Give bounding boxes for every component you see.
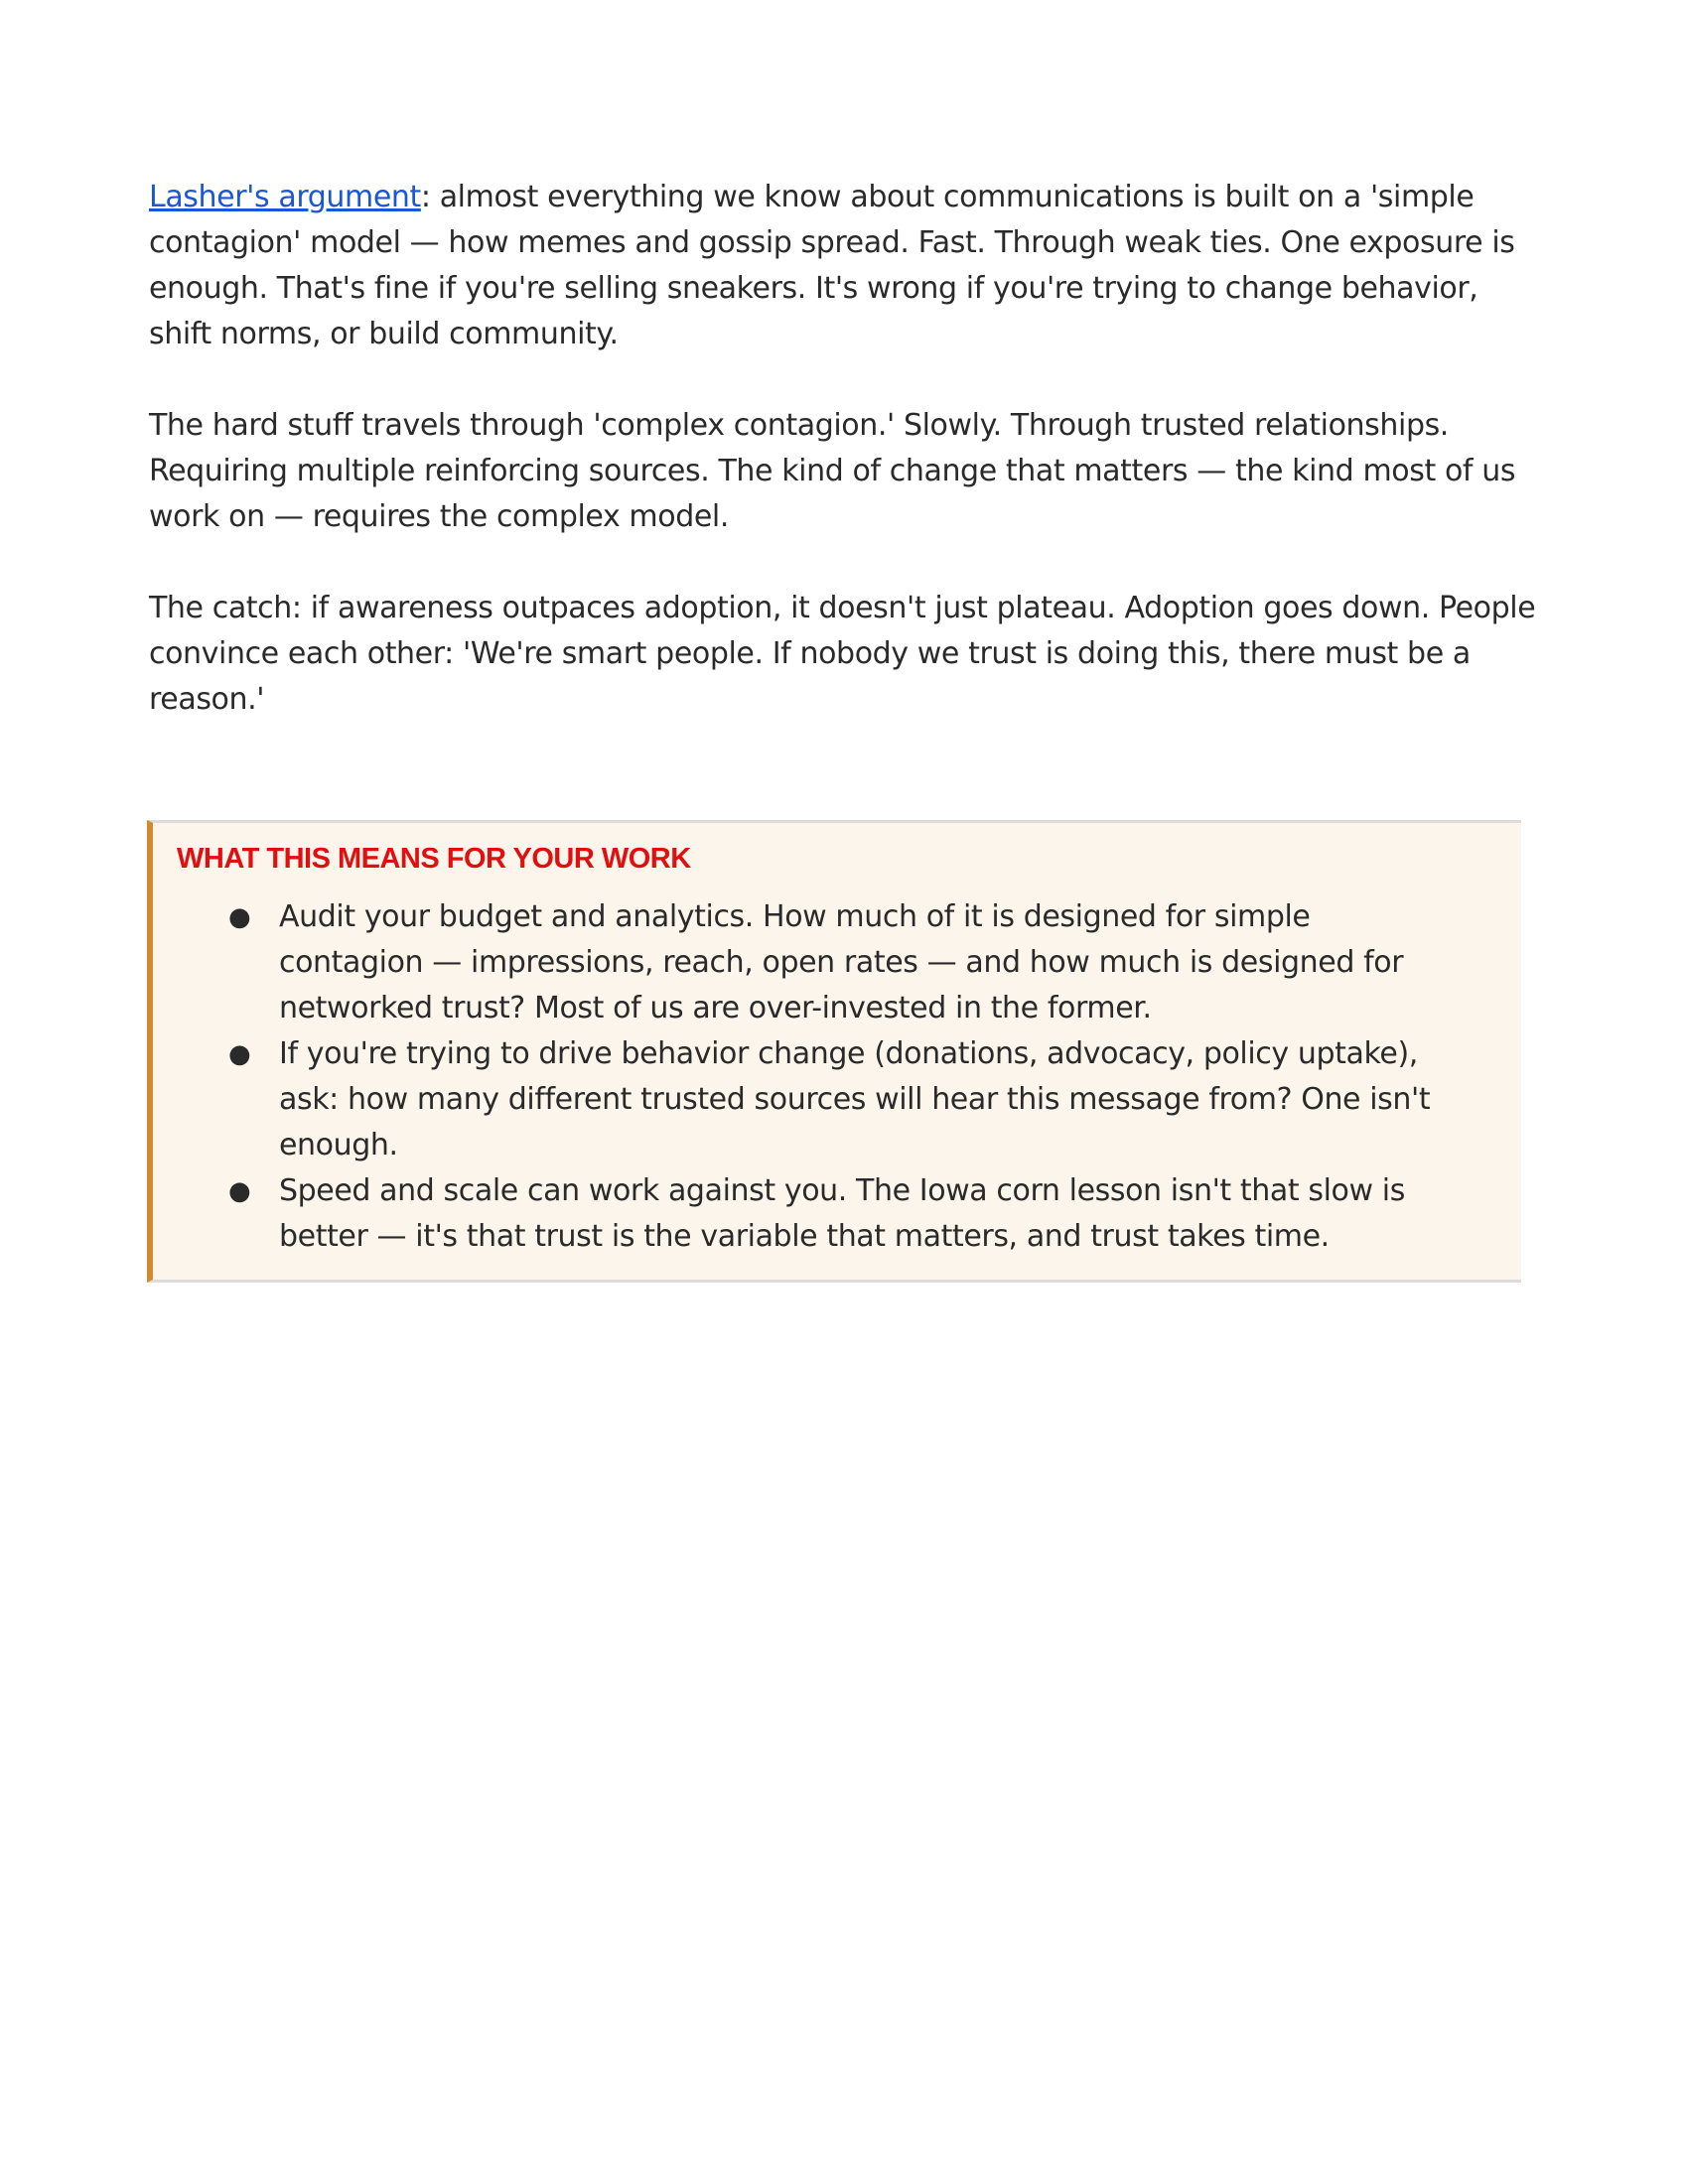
paragraph-intro-text: : almost everything we know about communications is built on a 'simple contagion' model — how memes and gossip spread. Fast. Through weak ties. One exposure is enough. That's fine if you're selling sneakers. It's wrong if you're trying to change behavior, shift norms, or build community. — [149, 180, 1515, 351]
paragraph-catch: The catch: if awareness outpaces adoption, it doesn't just plateau. Adoption goes down. People convince each other: 'We're smart people. If nobody we trust is doing this, there must be a reason.' — [149, 591, 1536, 717]
lashers-argument-link[interactable]: Lasher's argument — [149, 180, 421, 214]
bullet-icon: ● — [228, 1039, 251, 1069]
list-item — [228, 1031, 1460, 1168]
list-item — [228, 894, 1460, 1031]
paragraph-complex-contagion: The hard stuff travels through 'complex contagion.' Slowly. Through trusted relationships. Requiring multiple reinforcing sources. The kind of change that matters — the kind most of us work on — requires the complex model. — [149, 408, 1516, 534]
list-item-text: Audit your budget and analytics. How much of it is designed for simple contagion — impressions, reach, open rates — and how much is designed for networked trust? Most of us are over-invested in the former. — [279, 899, 1404, 1025]
list-item-text: If you're trying to drive behavior change (donations, advocacy, policy uptake), ask: how many different trusted sources will hear this message from? One isn't enough. — [279, 1036, 1431, 1162]
list-item — [228, 1168, 1460, 1260]
bullet-icon: ● — [228, 902, 251, 932]
callout-list — [228, 894, 1460, 1260]
list-item-text: Speed and scale can work against you. The Iowa corn lesson isn't that slow is better — it's that trust is the variable that matters, and trust takes time. — [279, 1173, 1405, 1254]
paragraph-intro — [149, 175, 1549, 357]
document-body — [149, 175, 1549, 768]
callout-title: WHAT THIS MEANS FOR YOUR WORK — [177, 843, 691, 875]
bullet-icon: ● — [228, 1176, 251, 1206]
callout-box — [147, 820, 1521, 1283]
